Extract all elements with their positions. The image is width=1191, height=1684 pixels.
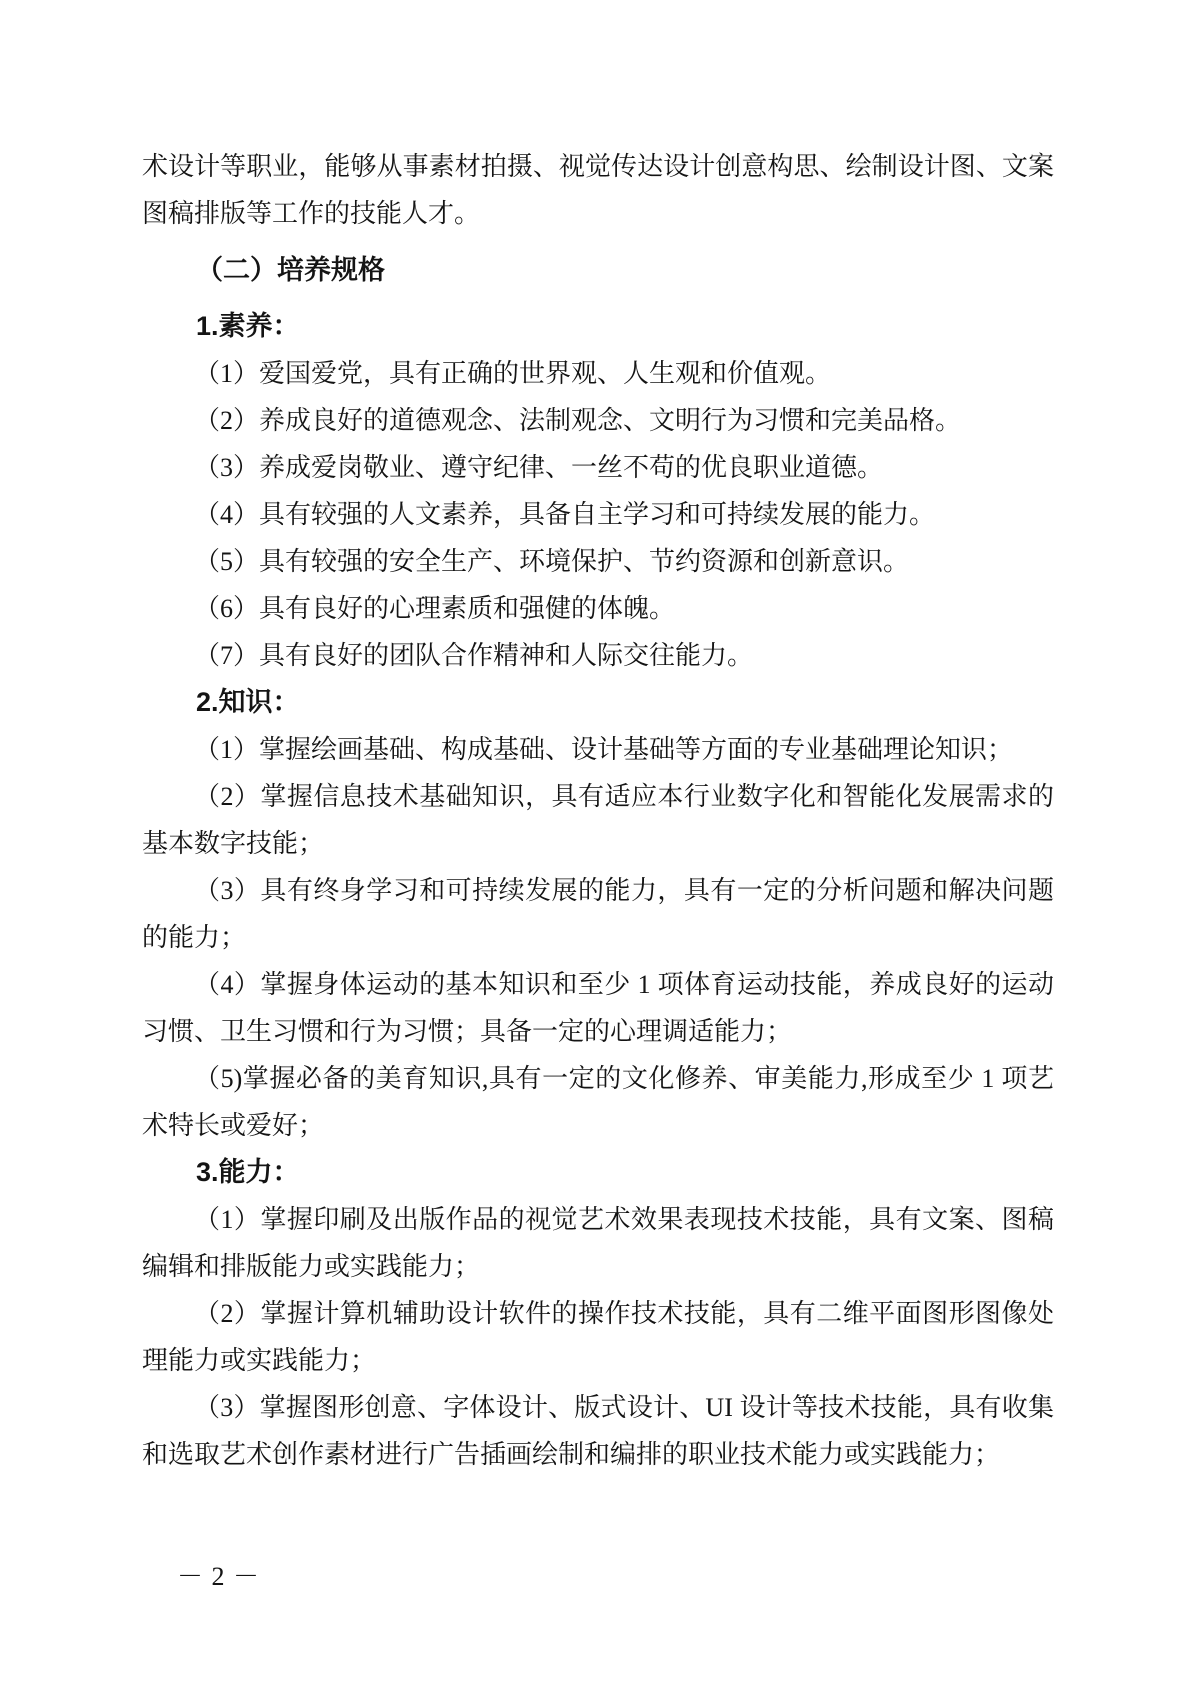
- list-item-nengli-1: （1）掌握印刷及出版作品的视觉艺术效果表现技术技能，具有文案、图稿编辑和排版能力或实践能力；: [142, 1205, 1054, 1281]
- list-item-suyang-7: （7）具有良好的团队合作精神和人际交往能力。: [194, 641, 754, 670]
- list-item-zhishi-4: （4）掌握身体运动的基本知识和至少 1 项体育运动技能，养成良好的运动习惯、卫生习惯和行为习惯；具备一定的心理调适能力；: [142, 970, 1054, 1046]
- document-body: [142, 143, 1054, 1478]
- list-item-suyang-2: （2）养成良好的道德观念、法制观念、文明行为习惯和完美品格。: [194, 406, 962, 435]
- list-item-suyang-5: （5）具有较强的安全生产、环境保护、节约资源和创新意识。: [194, 547, 910, 576]
- subsection-heading-suyang: 1.素养：: [196, 311, 300, 341]
- subsection-heading-nengli: 3.能力：: [196, 1157, 300, 1187]
- list-item-zhishi-2: （2）掌握信息技术基础知识，具有适应本行业数字化和智能化发展需求的基本数字技能；: [142, 782, 1054, 858]
- list-item-suyang-1: （1）爱国爱党，具有正确的世界观、人生观和价值观。: [194, 359, 832, 388]
- list-item-suyang-4: （4）具有较强的人文素养，具备自主学习和可持续发展的能力。: [194, 500, 936, 529]
- paragraph-intro-continuation: 术设计等职业，能够从事素材拍摄、视觉传达设计创意构思、绘制设计图、文案图稿排版等工作的技能人才。: [142, 152, 1054, 228]
- list-item-nengli-3: （3）掌握图形创意、字体设计、版式设计、UI 设计等技术技能，具有收集和选取艺术创作素材进行广告插画绘制和编排的职业技术能力或实践能力；: [142, 1393, 1054, 1469]
- list-item-suyang-3: （3）养成爱岗敬业、遵守纪律、一丝不苟的优良职业道德。: [194, 453, 884, 482]
- list-item-zhishi-3: （3）具有终身学习和可持续发展的能力，具有一定的分析问题和解决问题的能力；: [142, 876, 1054, 952]
- subsection-heading-zhishi: 2.知识：: [196, 687, 300, 717]
- list-item-zhishi-1: （1）掌握绘画基础、构成基础、设计基础等方面的专业基础理论知识；: [194, 735, 1014, 764]
- list-item-suyang-6: （6）具有良好的心理素质和强健的体魄。: [194, 594, 676, 623]
- page-number: － 2 －: [177, 1562, 261, 1591]
- list-item-zhishi-5: （5)掌握必备的美育知识,具有一定的文化修养、审美能力,形成至少 1 项艺术特长或爱好；: [142, 1064, 1054, 1140]
- section-heading-training-specs: （二）培养规格: [196, 255, 385, 285]
- list-item-nengli-2: （2）掌握计算机辅助设计软件的操作技术技能，具有二维平面图形图像处理能力或实践能力；: [142, 1299, 1054, 1375]
